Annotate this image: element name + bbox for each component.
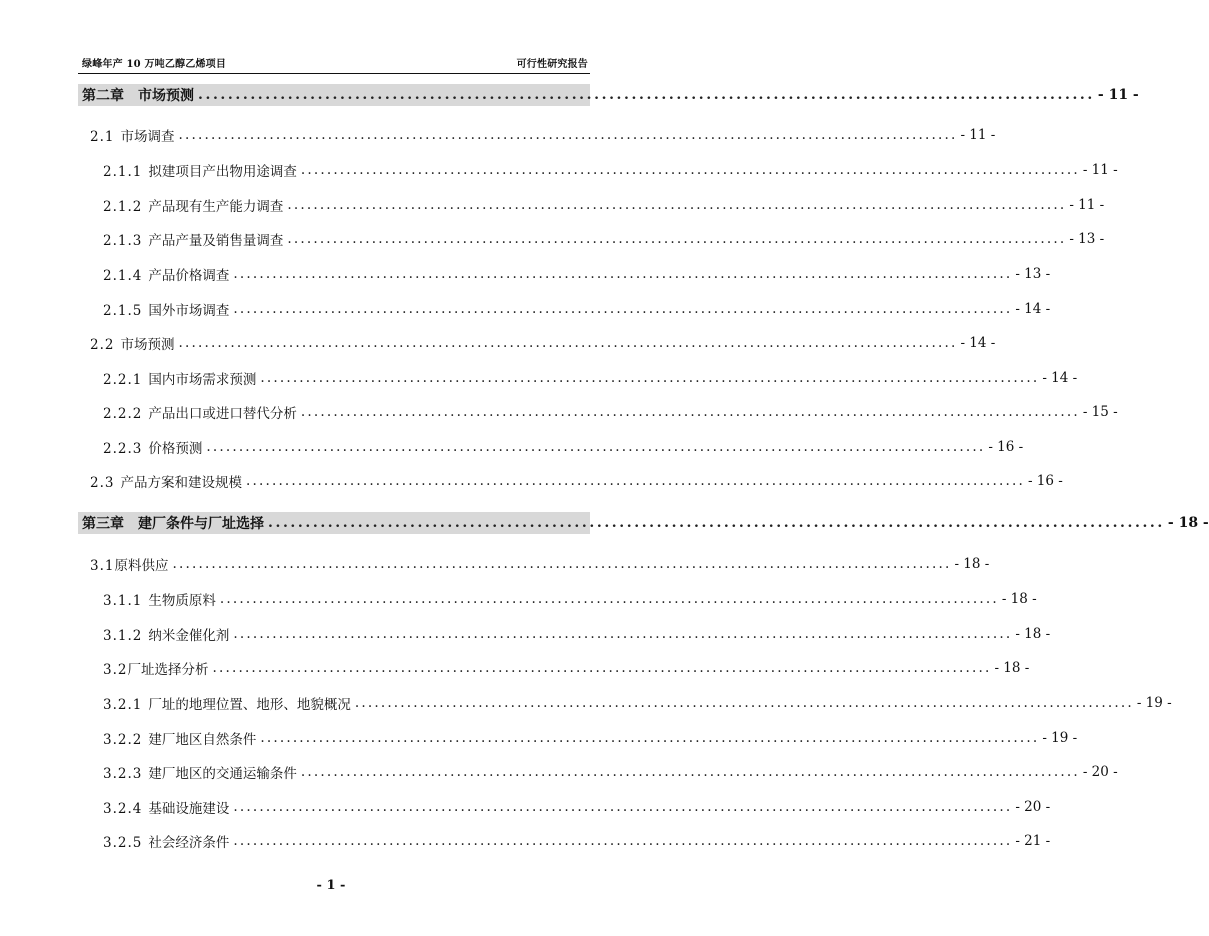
toc-entry-3-1[interactable]: [90, 554, 990, 574]
toc-number: 2.1.5: [103, 303, 143, 319]
toc-title: 国外市场调查: [148, 303, 230, 319]
toc-title: 产品价格调查: [148, 268, 230, 284]
toc-title: 产品出口或进口替代分析: [148, 406, 297, 422]
toc-page-number: - 18 -: [994, 660, 1030, 676]
toc-title: 厂址的地理位置、地形、地貌概况: [148, 697, 351, 713]
toc-page-number: - 16 -: [988, 439, 1024, 455]
toc-entry-2-2[interactable]: [90, 333, 996, 353]
toc-page-number: - 20 -: [1015, 799, 1051, 815]
toc-entry-2-2-1[interactable]: [103, 368, 1078, 388]
toc-title: 厂址选择分析: [127, 662, 209, 678]
page-footer: [0, 878, 662, 893]
dot-leader: ........................................................................................................................: [287, 231, 1067, 247]
header-project-title: 绿峰年产 10 万吨乙醇乙烯项目: [82, 59, 227, 70]
toc-number: 2.1.1: [103, 164, 143, 180]
toc-number: 第二章: [82, 88, 124, 104]
toc-entry-2-1-2[interactable]: [103, 195, 1105, 215]
toc-entry-3-2-3[interactable]: [103, 762, 1118, 782]
toc-number: 3.2.5: [103, 835, 143, 851]
toc-page-number: - 14 -: [1015, 301, 1051, 317]
toc-number: 3.2: [103, 662, 128, 678]
dot-leader: ........................................................................................................................: [354, 695, 1134, 711]
toc-title: 价格预测: [148, 441, 203, 457]
toc-number: 2.2.1: [103, 372, 143, 388]
toc-page-number: - 11 -: [1082, 162, 1118, 178]
toc-number: 2.2.2: [103, 406, 143, 422]
dot-leader: ........................................................................................................................: [300, 404, 1080, 420]
toc-title: 建厂条件与厂址选择: [138, 516, 264, 532]
toc-number: 2.3: [90, 475, 115, 491]
toc-entry-2-3[interactable]: [90, 471, 1063, 491]
dot-leader: ........................................................................................................................: [245, 473, 1025, 489]
toc-title: 国内市场需求预测: [148, 372, 257, 388]
toc-title: 纳米金催化剂: [148, 628, 230, 644]
dot-leader: ........................................................................................................................: [212, 660, 992, 676]
toc-entry-2-1-5[interactable]: [103, 299, 1051, 319]
dot-leader: ........................................................................................................................: [268, 515, 1165, 531]
toc-title: 生物质原料: [148, 593, 216, 609]
toc-chapter-3[interactable]: [78, 512, 1209, 534]
dot-leader: ........................................................................................................................: [300, 764, 1080, 780]
dot-leader: ........................................................................................................................: [178, 335, 958, 351]
dot-leader: ........................................................................................................................: [287, 197, 1067, 213]
toc-page-number: - 13 -: [1069, 231, 1105, 247]
toc-number: 2.1: [90, 129, 115, 145]
dot-leader: ........................................................................................................................: [206, 439, 986, 455]
toc-chapter-2[interactable]: [78, 84, 1139, 106]
toc-page-number: - 18 -: [1001, 591, 1037, 607]
dot-leader: ........................................................................................................................: [260, 370, 1040, 386]
toc-title: 建厂地区自然条件: [148, 732, 257, 748]
toc-title: 建厂地区的交通运输条件: [148, 766, 297, 782]
dot-leader: ........................................................................................................................: [300, 162, 1080, 178]
toc-entry-2-1[interactable]: [90, 125, 996, 145]
toc-title: 产品现有生产能力调查: [148, 199, 284, 215]
dot-leader: ........................................................................................................................: [172, 556, 952, 572]
toc-page-number: - 16 -: [1027, 473, 1063, 489]
toc-number: 第三章: [82, 516, 124, 532]
toc-entry-2-2-3[interactable]: [103, 437, 1024, 457]
toc-page-number: - 11 -: [1097, 87, 1139, 103]
header-report-type: 可行性研究报告: [516, 59, 588, 70]
toc-page-number: - 15 -: [1082, 404, 1118, 420]
toc-page-number: - 14 -: [1042, 370, 1078, 386]
toc-page-number: - 21 -: [1015, 833, 1051, 849]
toc-page-number: - 14 -: [960, 335, 996, 351]
toc-number: 3.2.2: [103, 732, 143, 748]
toc-title: 市场调查: [120, 129, 175, 145]
toc-page-number: - 18 -: [1015, 626, 1051, 642]
toc-number: 2.2: [90, 337, 115, 353]
toc-title: 市场预测: [120, 337, 175, 353]
toc-number: 3.2.3: [103, 766, 143, 782]
dot-leader: ........................................................................................................................: [233, 799, 1013, 815]
toc-page-number: - 19 -: [1042, 730, 1078, 746]
toc-page-number: - 19 -: [1136, 695, 1172, 711]
dot-leader: ........................................................................................................................: [233, 301, 1013, 317]
toc-entry-2-1-4[interactable]: [103, 264, 1051, 284]
toc-entry-3-2-5[interactable]: [103, 831, 1051, 851]
toc-title: 拟建项目产出物用途调查: [148, 164, 297, 180]
toc-entry-3-2-2[interactable]: [103, 728, 1078, 748]
dot-leader: ........................................................................................................................: [260, 730, 1040, 746]
toc-title: 市场预测: [138, 88, 194, 104]
toc-number: 2.1.3: [103, 233, 143, 249]
dot-leader: ........................................................................................................................: [198, 87, 1095, 103]
toc-title: 产品方案和建设规模: [120, 475, 242, 491]
dot-leader: ........................................................................................................................: [178, 127, 958, 143]
toc-entry-2-1-1[interactable]: [103, 160, 1118, 180]
toc-entry-3-1-1[interactable]: [103, 589, 1037, 609]
toc-entry-3-2[interactable]: [103, 658, 1030, 678]
dot-leader: ........................................................................................................................: [233, 626, 1013, 642]
toc-title: 原料供应: [114, 558, 169, 574]
footer-page-number: - 1 -: [316, 878, 346, 893]
toc-entry-2-2-2[interactable]: [103, 402, 1118, 422]
toc-entry-3-1-2[interactable]: [103, 624, 1051, 644]
toc-page-number: - 18 -: [1167, 515, 1209, 531]
toc-number: 3.1: [90, 558, 115, 574]
dot-leader: ........................................................................................................................: [233, 833, 1013, 849]
toc-title: 产品产量及销售量调查: [148, 233, 284, 249]
dot-leader: ........................................................................................................................: [233, 266, 1013, 282]
toc-page-number: - 18 -: [954, 556, 990, 572]
toc-entry-3-2-1[interactable]: [103, 693, 1172, 713]
toc-title: 社会经济条件: [148, 835, 230, 851]
toc-number: 3.2.1: [103, 697, 143, 713]
toc-number: 3.1.2: [103, 628, 143, 644]
toc-page-number: - 11 -: [1069, 197, 1105, 213]
toc-number: 2.2.3: [103, 441, 143, 457]
toc-entry-2-1-3[interactable]: [103, 229, 1105, 249]
page-header: [78, 51, 590, 74]
toc-number: 2.1.2: [103, 199, 143, 215]
dot-leader: ........................................................................................................................: [219, 591, 999, 607]
toc-entry-3-2-4[interactable]: [103, 797, 1051, 817]
toc-page-number: - 20 -: [1082, 764, 1118, 780]
toc-title: 基础设施建设: [148, 801, 230, 817]
toc-page-number: - 11 -: [960, 127, 996, 143]
toc-number: 3.1.1: [103, 593, 143, 609]
toc-page-number: - 13 -: [1015, 266, 1051, 282]
toc-number: 2.1.4: [103, 268, 143, 284]
toc-number: 3.2.4: [103, 801, 143, 817]
